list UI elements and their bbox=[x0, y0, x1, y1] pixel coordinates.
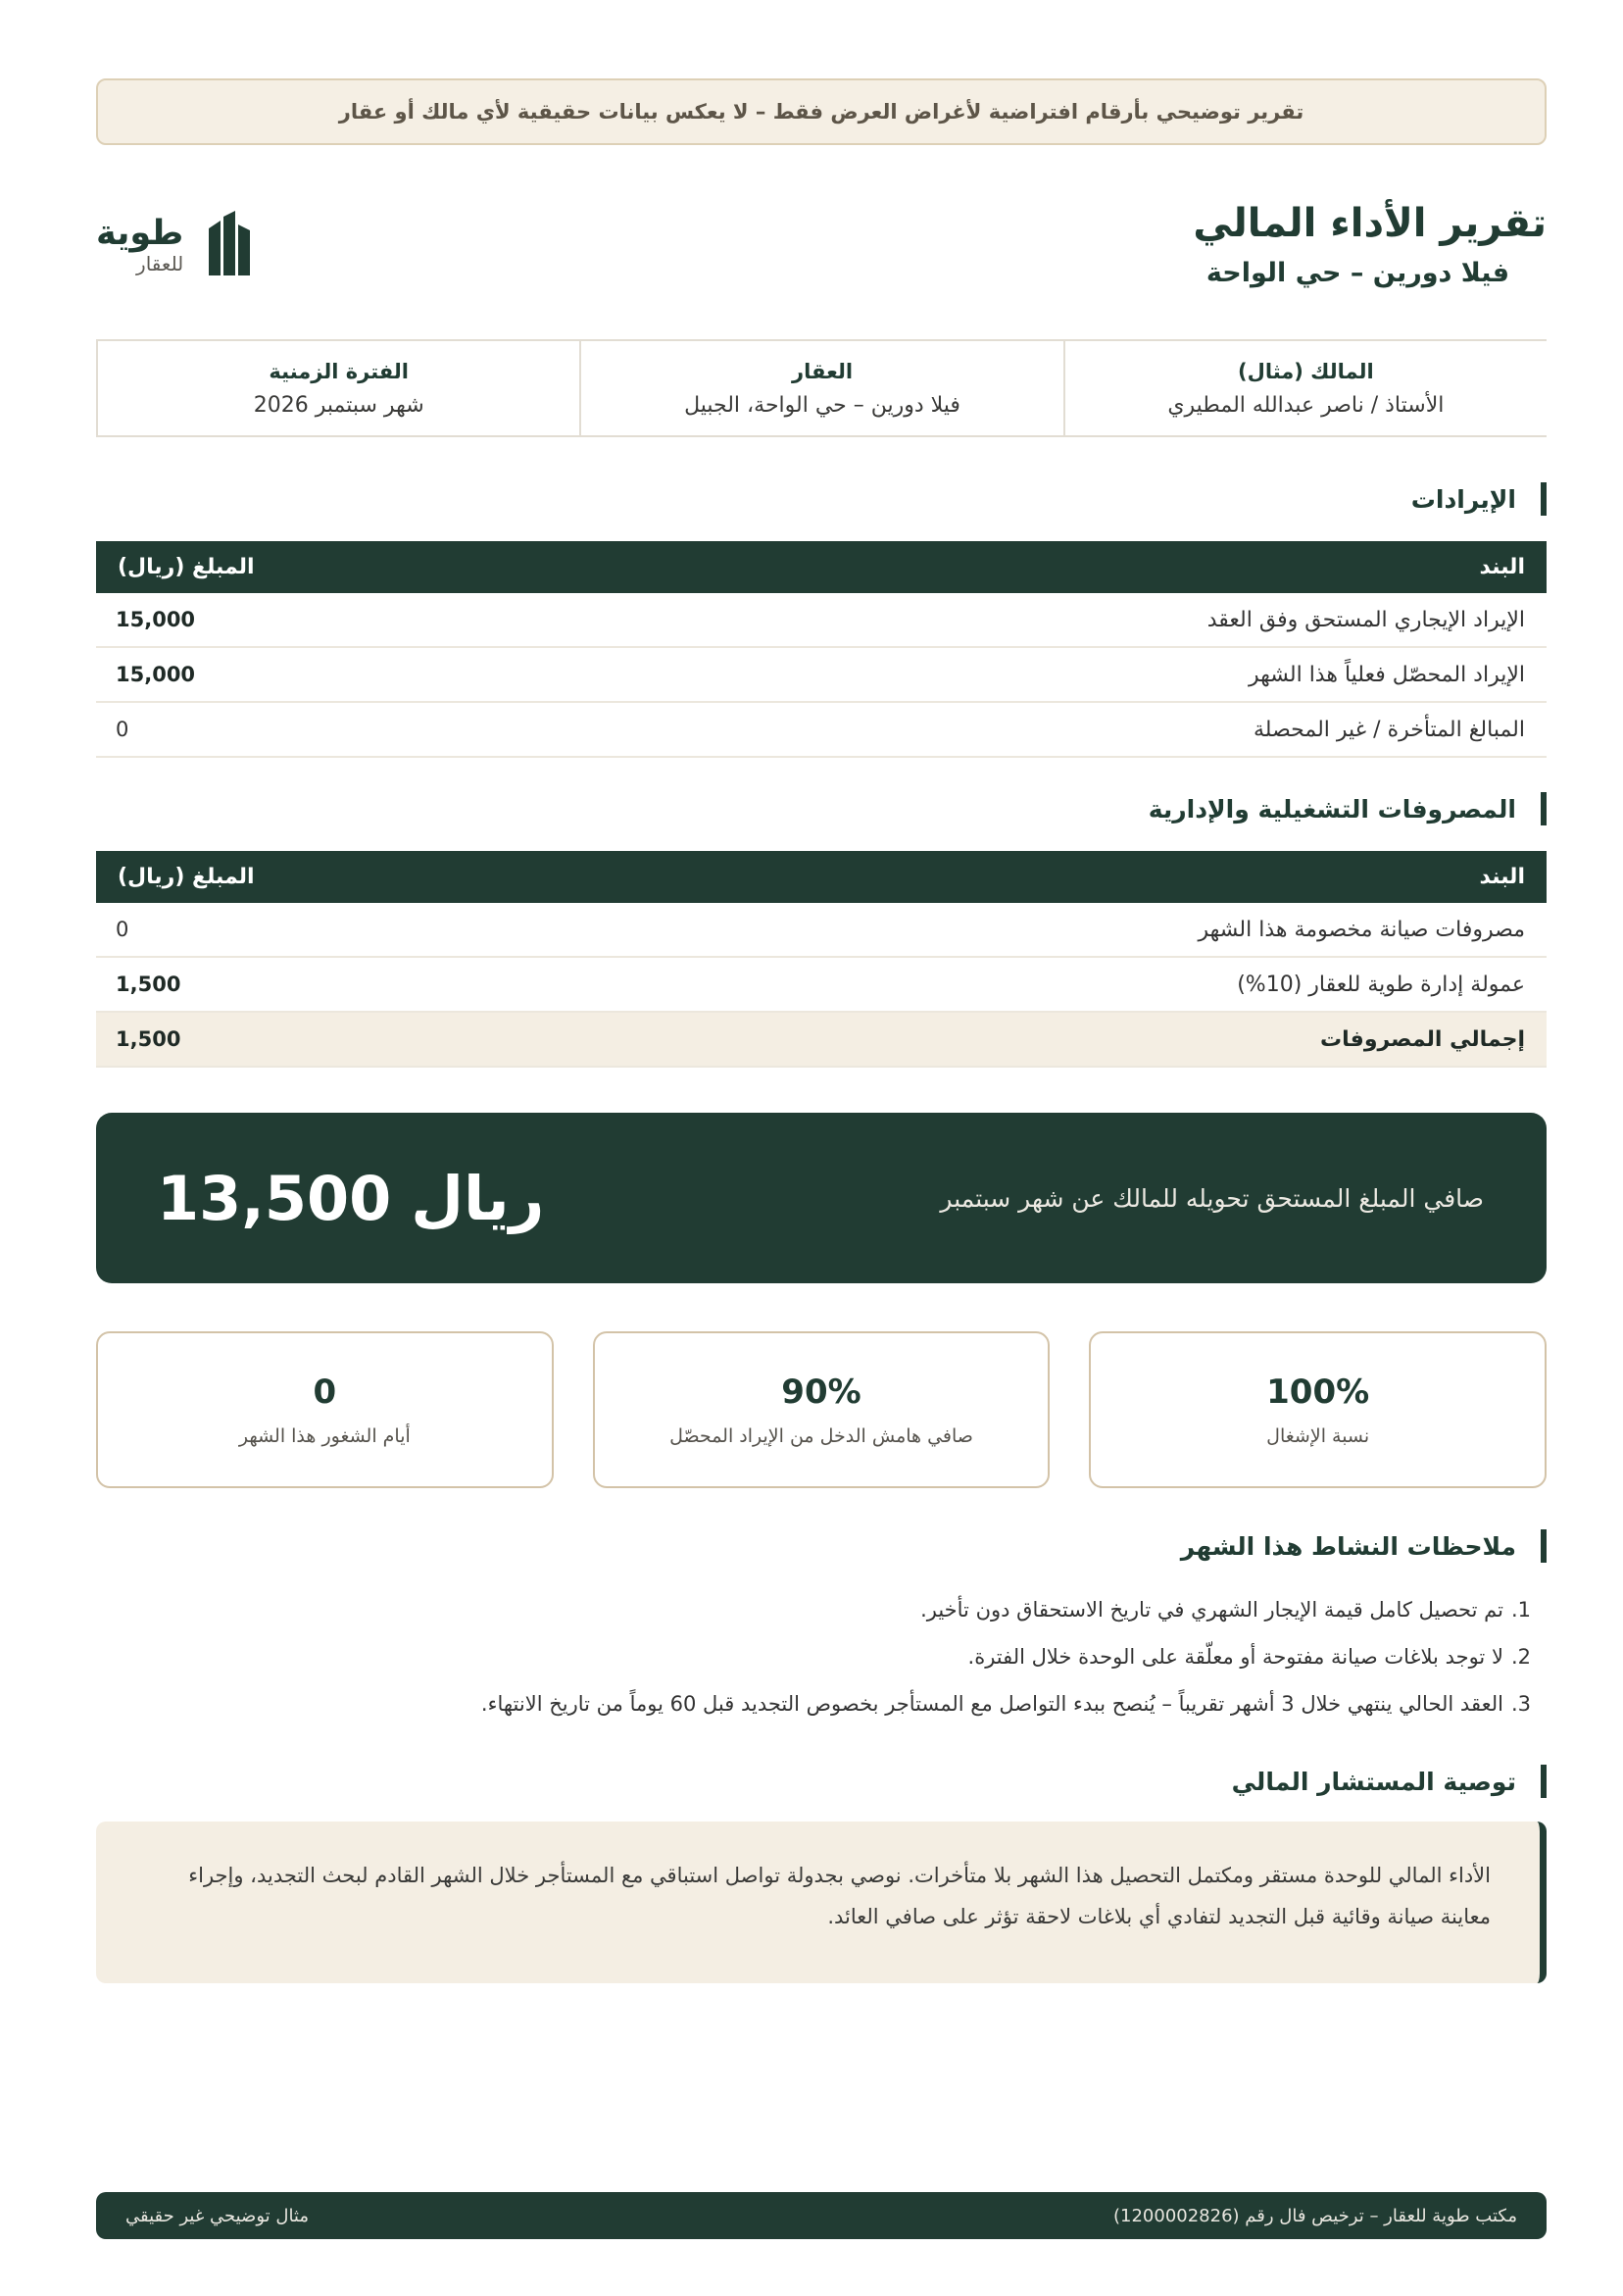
info-period-value: شهر سبتمبر 2026 bbox=[253, 392, 424, 418]
logo-name: طوية bbox=[96, 213, 184, 253]
page-footer bbox=[96, 2192, 1547, 2239]
report-info-bar bbox=[96, 339, 1547, 437]
net-amount-card bbox=[96, 1113, 1547, 1283]
notes-list bbox=[257, 1586, 1531, 1727]
company-logo bbox=[96, 211, 252, 279]
disclaimer-banner: تقرير توضيحي بأرقام افتراضية لأغراض العرض فقط – لا يعكس بيانات حقيقية لأي مالك أو عقار bbox=[96, 78, 1547, 145]
net-amount bbox=[157, 1163, 544, 1234]
note-number: 3. bbox=[1510, 1692, 1531, 1716]
row-item: المبالغ المتأخرة / غير المحصلة bbox=[1254, 717, 1525, 742]
column-header-item: البند bbox=[1479, 865, 1525, 889]
notes-section-title: ملاحظات النشاط هذا الشهر bbox=[1181, 1529, 1547, 1563]
table-row bbox=[96, 593, 1547, 648]
column-header-amount: المبلغ (ريال) bbox=[118, 865, 255, 889]
table-header bbox=[96, 541, 1547, 593]
footer-note: مثال توضيحي غير حقيقي bbox=[125, 2205, 309, 2226]
logo-text bbox=[96, 215, 183, 276]
info-property bbox=[579, 341, 1062, 435]
page-title: تقرير الأداء المالي bbox=[1193, 201, 1547, 246]
kpi-card bbox=[593, 1331, 1051, 1488]
column-header-amount: المبلغ (ريال) bbox=[118, 555, 255, 579]
kpi-card bbox=[96, 1331, 554, 1488]
row-item: الإيراد المحصّل فعلياً هذا الشهر bbox=[1248, 662, 1525, 687]
kpi-value: 100% bbox=[1266, 1373, 1370, 1412]
row-amount: 15,000 bbox=[116, 663, 196, 686]
net-label: صافي المبلغ المستحق تحويله للمالك عن شهر سبتمبر bbox=[940, 1183, 1484, 1213]
recommendation-box: الأداء المالي للوحدة مستقر ومكتمل التحصيل هذا الشهر بلا متأخرات. نوصي بجدولة تواصل استباقي مع المستأجر خلال الشهر القادم لبحث التجديد، وإجراء معاينة صيانة وقائية قبل التجديد لتفادي أي بلاغات لاحقة تؤثر على صافي العائد. bbox=[96, 1822, 1547, 1983]
expenses-section-title: المصروفات التشغيلية والإدارية bbox=[1149, 792, 1547, 825]
info-period-label: الفترة الزمنية bbox=[269, 359, 409, 383]
note-text: العقد الحالي ينتهي خلال 3 أشهر تقريباً – يُنصح ببدء التواصل مع المستأجر بخصوص التجديد قبل 60 يوماً من تاريخ الانتهاء. bbox=[480, 1692, 1503, 1716]
recommendation-section-title: توصية المستشار المالي bbox=[1232, 1765, 1547, 1798]
revenue-section-title: الإيرادات bbox=[1411, 482, 1547, 516]
kpi-label: نسبة الإشغال bbox=[1266, 1425, 1370, 1447]
table-total-row bbox=[96, 1013, 1547, 1068]
info-property-label: العقار bbox=[792, 359, 854, 383]
note-number: 2. bbox=[1510, 1645, 1531, 1669]
note-text: تم تحصيل كامل قيمة الإيجار الشهري في تاريخ الاستحقاق دون تأخير. bbox=[920, 1598, 1503, 1622]
total-amount: 1,500 bbox=[116, 1027, 181, 1051]
column-header-item: البند bbox=[1479, 555, 1525, 579]
table-row bbox=[96, 648, 1547, 703]
row-amount: 15,000 bbox=[116, 608, 196, 631]
note-text: لا توجد بلاغات صيانة مفتوحة أو معلّقة على الوحدة خلال الفترة. bbox=[967, 1645, 1503, 1669]
row-item: مصروفات صيانة مخصومة هذا الشهر bbox=[1198, 917, 1525, 942]
kpi-label: أيام الشغور هذا الشهر bbox=[238, 1425, 411, 1447]
list-item bbox=[257, 1680, 1531, 1727]
total-label: إجمالي المصروفات bbox=[1320, 1026, 1525, 1052]
info-owner bbox=[1063, 341, 1547, 435]
kpi-value: 90% bbox=[781, 1373, 861, 1412]
row-item: الإيراد الإيجاري المستحق وفق العقد bbox=[1206, 607, 1525, 632]
revenue-table bbox=[96, 541, 1547, 758]
kpi-value: 0 bbox=[313, 1373, 337, 1412]
list-item bbox=[257, 1586, 1531, 1633]
net-currency: ريال bbox=[411, 1162, 545, 1234]
page-subtitle: فيلا دورين – حي الواحة bbox=[1205, 258, 1509, 288]
row-amount: 1,500 bbox=[116, 973, 181, 996]
info-owner-value: الأستاذ / ناصر عبدالله المطيري bbox=[1167, 392, 1445, 418]
building-icon bbox=[207, 211, 252, 279]
table-row bbox=[96, 958, 1547, 1013]
logo-subtitle: للعقار bbox=[136, 252, 184, 276]
info-property-value: فيلا دورين – حي الواحة، الجبيل bbox=[684, 392, 960, 418]
kpi-card bbox=[1089, 1331, 1547, 1488]
footer-license: مكتب طوية للعقار – ترخيص فال رقم (1200002826) bbox=[1112, 2205, 1517, 2226]
list-item bbox=[257, 1633, 1531, 1680]
report-header bbox=[96, 201, 1547, 309]
row-item: عمولة إدارة طوية للعقار (10%) bbox=[1237, 972, 1525, 997]
info-period bbox=[96, 341, 579, 435]
row-amount: 0 bbox=[116, 718, 129, 741]
kpi-label: صافي هامش الدخل من الإيراد المحصّل bbox=[669, 1425, 973, 1447]
kpi-cards bbox=[96, 1331, 1547, 1488]
note-number: 1. bbox=[1510, 1598, 1531, 1622]
expenses-table bbox=[96, 851, 1547, 1068]
report-page bbox=[96, 0, 1547, 2296]
table-row bbox=[96, 903, 1547, 958]
table-header bbox=[96, 851, 1547, 903]
table-row bbox=[96, 703, 1547, 758]
row-amount: 0 bbox=[116, 918, 129, 941]
info-owner-label: المالك (مثال) bbox=[1238, 359, 1374, 383]
net-value: 13,500 bbox=[157, 1162, 392, 1234]
